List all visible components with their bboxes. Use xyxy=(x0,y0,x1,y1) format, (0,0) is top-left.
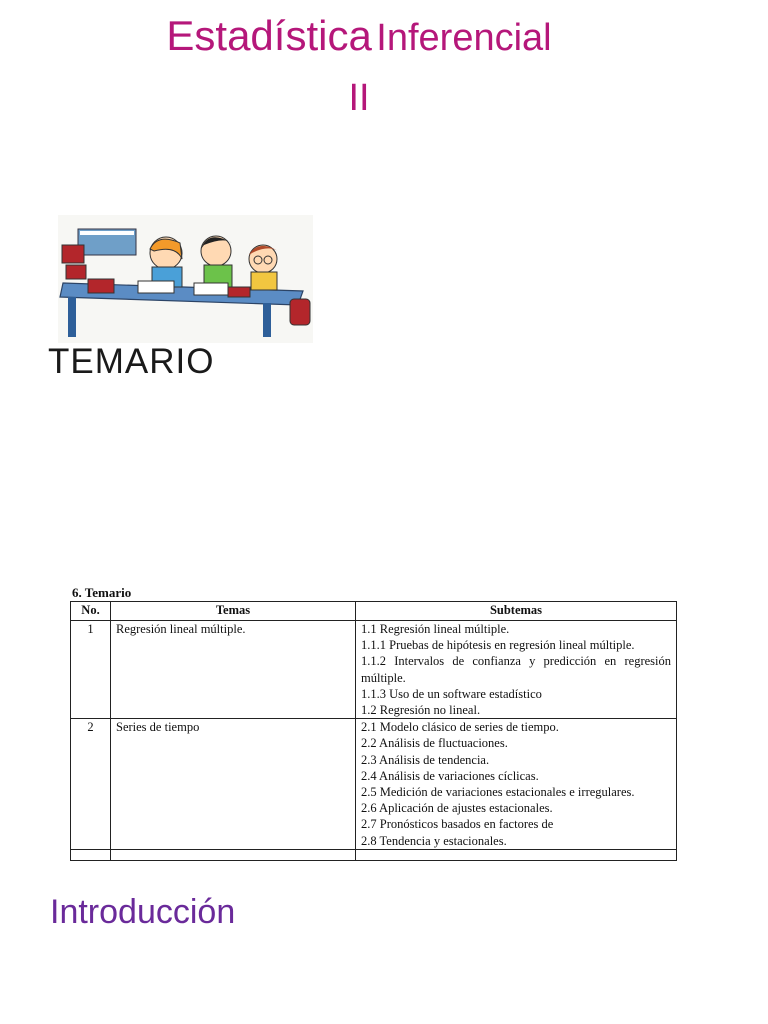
page-title xyxy=(0,10,718,124)
subtema: 1.1.2 Intervalos de confianza y predicción en regresión múltiple. xyxy=(361,654,671,685)
row-tema: Regresión lineal múltiple. xyxy=(111,621,356,719)
temario-document-image xyxy=(70,584,680,889)
introduccion-heading: Introducción xyxy=(50,893,236,931)
table-row xyxy=(71,621,677,719)
row-subtemas xyxy=(356,621,677,719)
title-word-2: Inferencial xyxy=(376,17,552,59)
subtema: 2.4 Análisis de variaciones cíclicas. xyxy=(361,768,539,783)
students-studying-illustration xyxy=(58,215,313,343)
title-line-2: II xyxy=(348,77,370,119)
table-row xyxy=(71,719,677,850)
subtema: 2.3 Análisis de tendencia. xyxy=(361,752,490,767)
table-row-cutoff xyxy=(71,849,677,860)
subtema: 2.5 Medición de variaciones estacionales e irregulares. xyxy=(361,785,635,800)
title-word-1: Estadística xyxy=(166,12,372,59)
row-subtemas xyxy=(356,719,677,850)
row-tema: Series de tiempo xyxy=(111,719,356,850)
table-header-row xyxy=(71,602,677,621)
subtema: 1.2 Regresión no lineal. xyxy=(361,703,481,718)
subtema: 1.1.3 Uso de un software estadístico xyxy=(361,686,542,701)
subtema: 2.2 Análisis de fluctuaciones. xyxy=(361,736,508,751)
column-header-subtemas: Subtemas xyxy=(356,602,677,621)
row-number: 1 xyxy=(71,621,111,719)
subtema: 1.1.1 Pruebas de hipótesis en regresión lineal múltiple. xyxy=(361,638,635,653)
subtema: 1.1 Regresión lineal múltiple. xyxy=(361,622,510,636)
column-header-temas: Temas xyxy=(111,602,356,621)
subtema: 2.7 Pronósticos basados en factores de xyxy=(361,817,554,832)
document-title: 6. Temario xyxy=(72,585,132,600)
subtema: 2.8 Tendencia y estacionales. xyxy=(361,833,507,848)
temario-heading: TEMARIO xyxy=(48,342,215,381)
column-header-no: No. xyxy=(71,602,111,621)
row-number: 2 xyxy=(71,719,111,850)
subtema: 2.1 Modelo clásico de series de tiempo. xyxy=(361,720,559,735)
subtema: 2.6 Aplicación de ajustes estacionales. xyxy=(361,801,553,816)
temario-table xyxy=(70,601,677,861)
